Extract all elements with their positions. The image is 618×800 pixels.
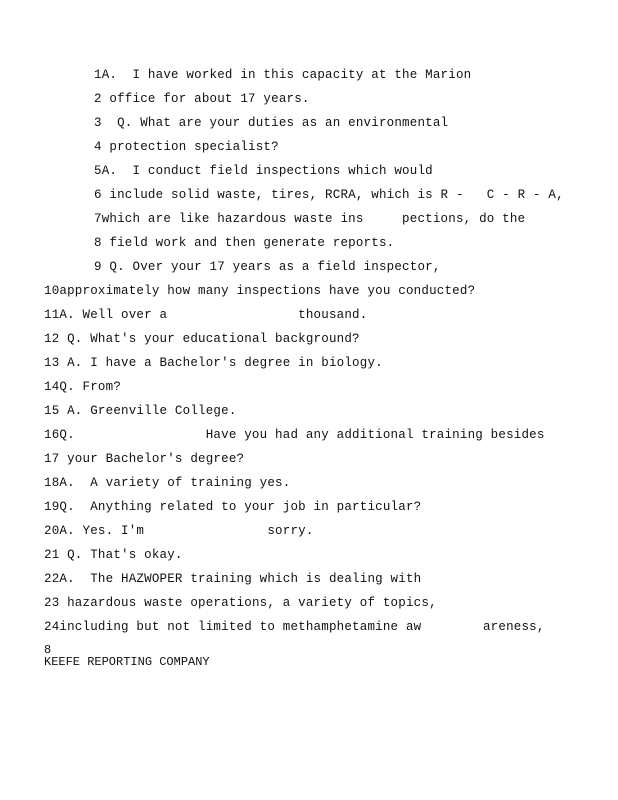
transcript-line xyxy=(44,548,183,562)
line-text: hazardous waste operations, a variety of topics, xyxy=(67,596,437,610)
line-number: 16 xyxy=(44,428,60,442)
line-number: 6 xyxy=(94,188,102,202)
line-number: 10 xyxy=(44,284,60,298)
transcript-line xyxy=(44,500,421,514)
line-number: 5 xyxy=(94,164,102,178)
line-number: 9 xyxy=(94,260,102,274)
line-number: 12 xyxy=(44,332,60,346)
line-number: 17 xyxy=(44,452,60,466)
transcript-line xyxy=(44,524,314,538)
line-text: A. I conduct field inspections which would xyxy=(101,164,433,178)
line-text: Q. What are your duties as an environmental xyxy=(109,116,449,130)
line-text: Q. From? xyxy=(59,380,122,394)
line-text: A. A variety of training yes. xyxy=(59,476,291,490)
line-number: 4 xyxy=(94,140,102,154)
line-text: Q. Have you had any additional training besides xyxy=(59,428,545,442)
line-text: approximately how many inspections have you conducted? xyxy=(59,284,476,298)
line-number: 15 xyxy=(44,404,60,418)
line-number: 22 xyxy=(44,572,60,586)
line-text: A. The HAZWOPER training which is dealing with xyxy=(59,572,422,586)
line-text: A. Greenville College. xyxy=(67,404,237,418)
transcript-line xyxy=(94,164,433,178)
transcript-line xyxy=(44,428,545,442)
transcript-line xyxy=(44,572,421,586)
line-number: 1 xyxy=(94,68,102,82)
line-number: 13 xyxy=(44,356,60,370)
line-number: 18 xyxy=(44,476,60,490)
line-text: office for about 17 years. xyxy=(109,92,310,106)
transcript-line xyxy=(44,332,360,346)
line-text: A. I have a Bachelor's degree in biology. xyxy=(67,356,383,370)
line-number: 21 xyxy=(44,548,60,562)
line-text: including but not limited to methamphetamine aw areness, xyxy=(59,620,545,634)
line-text: Q. Anything related to your job in particular? xyxy=(59,500,422,514)
transcript-line xyxy=(94,116,448,130)
transcript-line xyxy=(44,452,244,466)
line-text: which are like hazardous waste ins pections, do the xyxy=(101,212,526,226)
transcript-line xyxy=(94,188,564,202)
line-number: 3 xyxy=(94,116,102,130)
line-text: Q. Over your 17 years as a field inspector, xyxy=(109,260,441,274)
line-text: field work and then generate reports. xyxy=(109,236,395,250)
line-number: 24 xyxy=(44,620,60,634)
transcript-line xyxy=(44,620,545,634)
line-number: 7 xyxy=(94,212,102,226)
line-number: 23 xyxy=(44,596,60,610)
transcript-line xyxy=(44,596,437,610)
line-text: Q. That's okay. xyxy=(59,548,183,562)
transcript-line xyxy=(44,476,290,490)
transcript-line xyxy=(44,308,367,322)
transcript-line xyxy=(44,284,475,298)
transcript-line xyxy=(94,236,394,250)
line-number: 8 xyxy=(94,236,102,250)
transcript-line xyxy=(94,68,471,82)
page-number: 8 xyxy=(44,643,52,657)
line-text: Q. What's your educational background? xyxy=(67,332,360,346)
line-number: 2 xyxy=(94,92,102,106)
transcript-line xyxy=(44,380,121,394)
company-name: KEEFE REPORTING COMPANY xyxy=(44,655,210,669)
line-number: 19 xyxy=(44,500,60,514)
transcript-line xyxy=(94,212,525,226)
line-text: your Bachelor's degree? xyxy=(67,452,245,466)
line-number: 14 xyxy=(44,380,60,394)
line-text: protection specialist? xyxy=(109,140,279,154)
transcript-line xyxy=(94,260,441,274)
transcript-line xyxy=(44,356,383,370)
line-text: A. Yes. I'm sorry. xyxy=(59,524,314,538)
line-number: 20 xyxy=(44,524,60,538)
line-text: A. I have worked in this capacity at the Marion xyxy=(101,68,472,82)
line-number: 11 xyxy=(44,308,60,322)
transcript-line xyxy=(44,404,237,418)
line-text: include solid waste, tires, RCRA, which is R - C - R - A, xyxy=(109,188,564,202)
line-text: A. Well over a thousand. xyxy=(59,308,368,322)
transcript-line xyxy=(94,92,310,106)
transcript-line xyxy=(94,140,279,154)
